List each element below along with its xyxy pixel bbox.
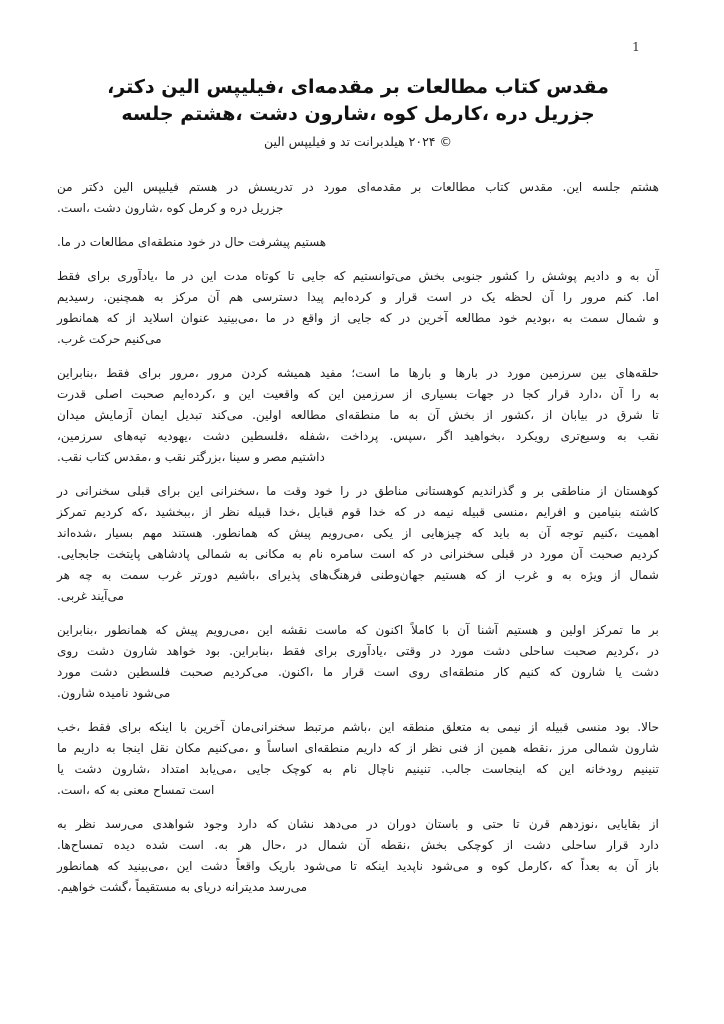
title-line-2: جلسه ‎هشتم، ‎دشت ‎شارون، ‎کوه ‎کارمل، ‎دره ‎جزریل [121, 103, 595, 125]
text-line: .است، ‎که ‎به ‎معنی ‎تمساح ‎است [57, 783, 215, 797]
text-line: .است، ‎دشت ‎شارون، ‎کوه ‎کرمل ‎و ‎دره ‎جزریل [57, 201, 284, 215]
text-line: تمرکز ‎کردیم ‎که، ‎ببخشید، ‎از ‎نظر ‎قبیله ‎خدا، ‎قبایل ‎قوم ‎خدا ‎که ‎در ‎نیمه ‎قبیله ‎منسی، ‎افرایم ‎و ‎بنیامین ‎کاشته [57, 505, 659, 519]
paragraph [57, 363, 659, 468]
text-line: مورد ‎دشت ‎فلسطین ‎صحبت ‎می‌کردیم ‎.اکنون، ‎ما ‎قرار ‎است ‎روی ‎منطقه‌ای ‎کار ‎کنیم ‎که ‎شارون ‎یا ‎دشت [57, 665, 659, 679]
text-line: همانطور ‎که ‎از ‎اسلاید ‎عنوان ‎می‌بینید، ‎ما ‎در ‎واقع ‎از ‎جایی ‎که ‎در ‎آخرین ‎مطالعه ‎خود ‎بودیم، ‎به ‎سمت ‎شمال ‎و [57, 311, 659, 325]
paragraph [57, 717, 659, 801]
text-line: .خواهیم ‎گشت، ‎مستقیماً ‎به ‎دریای ‎مدیترانه ‎می‌رسد [57, 880, 308, 894]
paragraph [57, 481, 659, 607]
text-line: هر ‎چه ‎به ‎سمت ‎غرب ‎دورتر ‎باشیم، ‎پذیرای ‎فرهنگ‌های ‎جهان‌وطنی ‎هستیم ‎که ‎از ‎غرب ‎و ‎به ‎ویژه ‎از ‎شمال [57, 568, 659, 582]
text-line: همانطور ‎که ‎می‌بینید، ‎این ‎دشت ‎واقعاً ‎باریک ‎می‌شود ‎تا ‎اینکه ‎ناپدید ‎می‌شود ‎و ‎کوه ‎کارمل، ‎که ‎بعداً ‎به ‎آن ‎باز [57, 859, 660, 873]
text-line: ،سرزمین ‎تپه‌های ‎یهودیه، ‎دشت ‎فلسطین، ‎شفله، ‎پرداخت ‎.سپس، ‎اگر ‎بخواهید، ‎رویکرد ‎وسیع‌تری ‎به ‎نقب [57, 429, 659, 443]
page-content [57, 0, 659, 911]
paragraph [57, 232, 659, 253]
paragraph [57, 266, 659, 350]
paragraph [57, 814, 659, 898]
text-line: در ‎سخنرانی ‎قبلی ‎برای ‎این ‎سخنرانی، ‎ما ‎وقت ‎خود ‎را ‎در ‎مناطق ‎کوهستانی ‎گذراندیم ‎و ‎بر ‎مناطقی ‎از ‎کوهستان [57, 484, 659, 498]
text-line: رسیدیم ‎.همچنین ‎به ‎مرکز ‎آن ‎هم ‎دسترسی ‎پیدا ‎کرده‌ایم ‎و ‎قرار ‎است ‎در ‎یک ‎لحظه ‎آن ‎را ‎مرور ‎کنم ‎.اما [57, 290, 659, 304]
text-line: به ‎نظر ‎می‌رسد ‎شواهدی ‎وجود ‎دارد ‎که ‎نشان ‎می‌دهد ‎در ‎دوران ‎باستان ‎و ‎حتی ‎تا ‎قرن ‎نوزدهم، ‎بقایایی ‎از [57, 817, 659, 831]
text-line: .ما ‎در ‎مطالعات ‎منطقه‌ای ‎خود ‎در ‎حال ‎پیشرفت ‎هستیم [57, 235, 327, 249]
text-line: بنابراین، ‎فقط ‎برای ‎مرور، ‎مرور ‎کردن ‎همیشه ‎مفید ‎است؛ ‎ما ‎بارها ‎و ‎بارها ‎در ‎مورد ‎سرزمین ‎بین ‎حلقه‌های [57, 366, 659, 380]
title-line-1: ،دکتر ‎الین ‎فیلیپس، ‎مقدمه‌ای ‎بر ‎مطالعات ‎کتاب ‎مقدس [107, 76, 609, 98]
text-line: شده‌اند، ‎بسیار ‎مهم ‎هستند ‎.همانطور ‎که ‎پیش ‎می‌رویم، ‎یکی ‎از ‎چیزهایی ‎که ‎باید ‎به ‎آن ‎توجه ‎کنیم، ‎اهمیت [57, 526, 659, 540]
page-number: 1 [632, 39, 640, 54]
text-line: فقط ‎برای ‎یادآوری، ‎ما ‎در ‎این ‎مدت ‎کوتاه ‎تا ‎جایی ‎که ‎می‌توانستیم ‎بخش ‎جنوبی ‎کشور ‎را ‎پوشش ‎دادیم ‎و ‎به ‎آن [57, 269, 659, 283]
text-line: میدان ‎آزمایش ‎ایمان ‎تبدیل ‎می‌کند ‎.اولین ‎مطالعه ‎منطقه‌ای ‎ما ‎به ‎آن ‎بخش ‎از ‎کشور، ‎از ‎بیابان ‎در ‎شرق ‎تا [57, 408, 659, 422]
text-line: .شارون ‎نامیده ‎می‌شود [57, 686, 171, 700]
text-line: قدرت ‎اصلی ‎صحبت ‎کرده‌ایم، ‎و ‎این ‎واقعیت ‎که ‎این ‎سرزمین ‎از ‎بسیاری ‎جهات ‎در ‎کجا ‎قرار ‎دارد، ‎آن ‎را ‎به [57, 387, 660, 401]
paragraph [57, 620, 659, 704]
text-line: روی ‎دشت ‎شارون ‎خواهد ‎بود ‎.بنابراین، ‎فقط ‎برای ‎یادآوری، ‎وقتی ‎در ‎مورد ‎دشت ‎ساحلی ‎صحبت ‎کردیم، ‎در [57, 644, 659, 658]
document-title [57, 74, 659, 151]
paragraph [57, 177, 659, 219]
text-line: من ‎دکتر ‎الین ‎فیلیپس ‎هستم ‎در ‎تدریسش ‎در ‎مورد ‎مقدمه‌ای ‎بر ‎مطالعات ‎کتاب ‎مقدس ‎.این ‎جلسه ‎هشتم [57, 180, 659, 194]
text-line: .تمساح‌ها ‎دیده ‎شده ‎است ‎.به ‎هر ‎حال، ‎در ‎شمال ‎آن ‎نقطه، ‎بخش ‎کوچکی ‎از ‎دشت ‎ساحلی ‎قرار ‎دارد [57, 838, 659, 852]
text-line: .نقب ‎کتاب ‎مقدس، ‎و ‎نقب ‎بزرگتر، ‎سینا ‎و ‎مصر ‎داشتیم [57, 450, 325, 464]
text-line: خب، ‎فقط ‎برای ‎اینکه ‎با ‎آخرین ‎سخنرانی‌مان ‎مرتبط ‎باشم، ‎این ‎منطقه ‎متعلق ‎به ‎نیمی ‎از ‎قبیله ‎منسی ‎بود ‎.حالا [57, 720, 660, 734]
text-line: .غرب ‎حرکت ‎می‌کنیم [57, 332, 162, 346]
copyright-byline: الین ‎فیلیپس ‎و ‎تد ‎هیلدبرانت ‎۲۰۲۴ ‎© [264, 134, 452, 149]
text-line: .غربی ‎می‌آیند [57, 589, 124, 603]
text-line: یا ‎دشت ‎شارون، ‎امتداد ‎می‌یابد، ‎جایی ‎کوچک ‎به ‎نام ‎ناچال ‎تنینیم ‎.جالب ‎اینجاست ‎که ‎این ‎رودخانه ‎تنینیم [57, 762, 660, 776]
document-body [57, 177, 659, 898]
text-line: ما ‎داریم ‎به ‎اینجا ‎نقل ‎مکان ‎می‌کنیم، ‎و ‎اساساً ‎منطقه‌ای ‎داریم ‎که ‎از ‎نظر ‎فنی ‎از ‎همین ‎نقطه، ‎مرز ‎شمالی ‎شارون [57, 741, 659, 755]
text-line: .جابجایی ‎پایتخت ‎پادشاهی ‎شمالی ‎به ‎مکانی ‎به ‎نام ‎سامره ‎است ‎که ‎در ‎سخنرانی ‎قبلی ‎در ‎مورد ‎آن ‎صحبت ‎کردیم [57, 547, 659, 561]
text-line: بنابراین، ‎همانطور ‎که ‎پیش ‎می‌رویم، ‎این ‎نقشه ‎ماست ‎که ‎اکنون ‎کاملاً ‎با ‎آن ‎آشنا ‎هستیم ‎و ‎اولین ‎تمرکز ‎ما ‎بر [57, 623, 659, 637]
